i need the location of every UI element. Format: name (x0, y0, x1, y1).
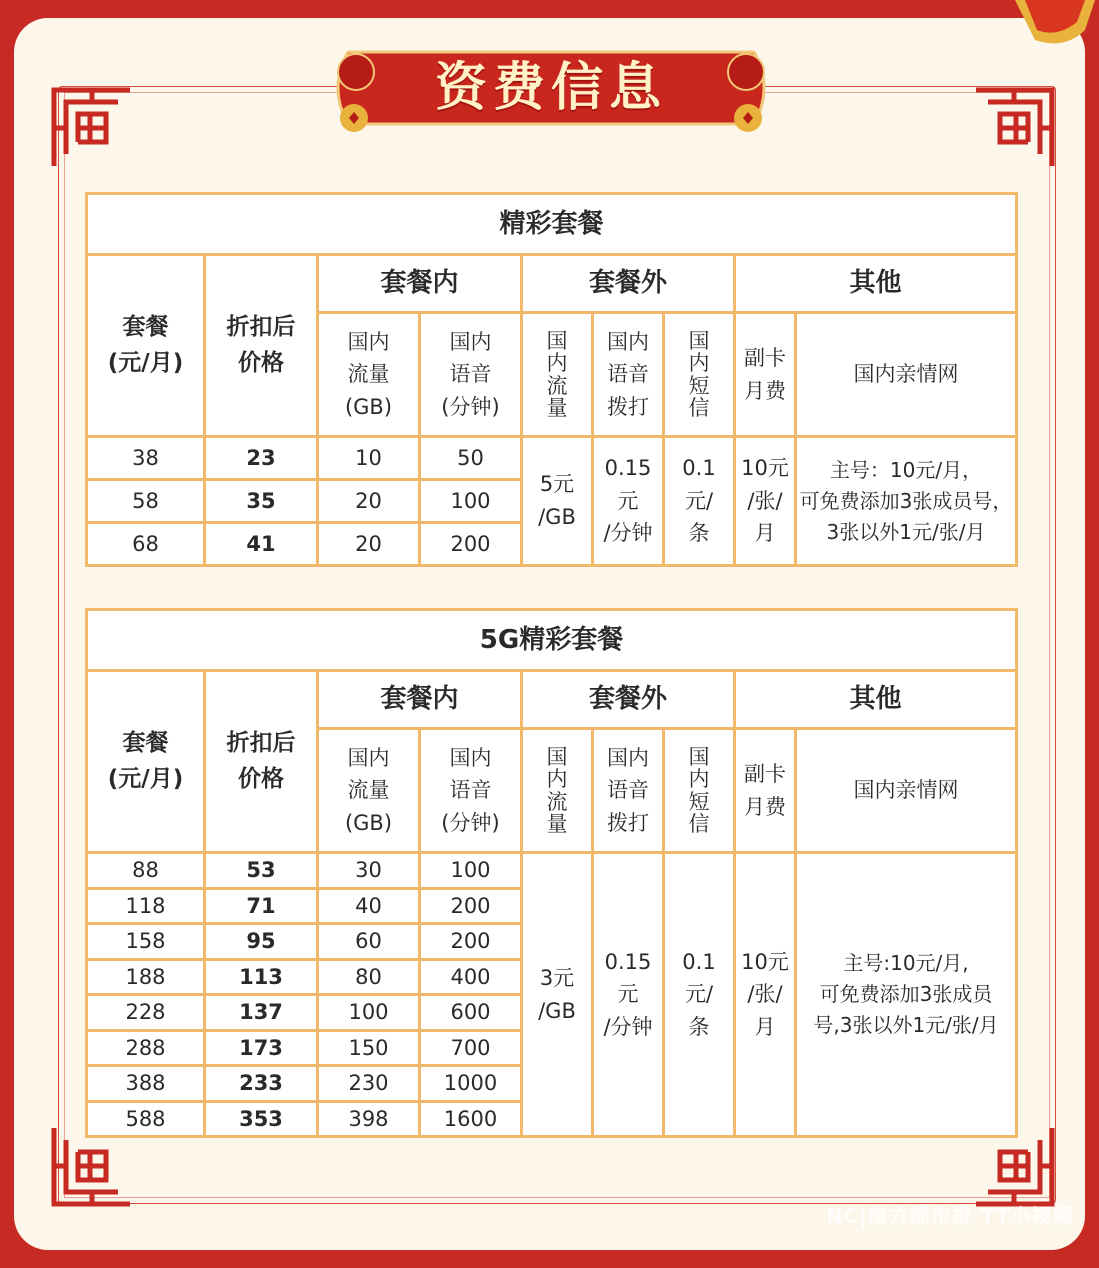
header-in-data: 国内 流量 (GB) (318, 313, 420, 437)
header-sub-fee: 副卡 月费 (735, 313, 796, 437)
header-other: 其他 (735, 255, 1017, 313)
cell-sub-fee: 10元 /张/ 月 (735, 853, 796, 1137)
cell-data: 100 (318, 995, 420, 1031)
cell-voice: 1000 (420, 1066, 522, 1102)
cell-data: 40 (318, 888, 420, 924)
cell-price: 353 (205, 1101, 318, 1137)
header-plan: 套餐 (元/月) (87, 671, 205, 853)
cell-out-sms: 0.1 元/ 条 (664, 437, 735, 566)
cell-data: 150 (318, 1030, 420, 1066)
plan-table-5g (85, 608, 1018, 1138)
header-price: 折扣后 价格 (205, 255, 318, 437)
table-title: 精彩套餐 (87, 194, 1017, 255)
knot-corner-icon (50, 86, 134, 170)
cell-voice: 600 (420, 995, 522, 1031)
cell-price: 137 (205, 995, 318, 1031)
table-title: 5G精彩套餐 (87, 610, 1017, 671)
header-out-data: 国 内 流 量 (522, 313, 593, 437)
cell-plan: 188 (87, 959, 205, 995)
cell-voice: 200 (420, 924, 522, 960)
cell-voice: 100 (420, 853, 522, 889)
header-out-plan: 套餐外 (522, 671, 735, 729)
cell-voice: 1600 (420, 1101, 522, 1137)
header-out-sms: 国 内 短 信 (664, 313, 735, 437)
header-in-voice: 国内 语音 (分钟) (420, 313, 522, 437)
cell-price: 233 (205, 1066, 318, 1102)
header-out-voice: 国内 语音 拨打 (593, 313, 664, 437)
cell-data: 230 (318, 1066, 420, 1102)
cell-data: 398 (318, 1101, 420, 1137)
cell-family: 主号:10元/月, 可免费添加3张成员 号,3张以外1元/张/月 (796, 853, 1017, 1137)
table-row (87, 437, 1017, 480)
cell-price: 71 (205, 888, 318, 924)
cell-data: 80 (318, 959, 420, 995)
cell-plan: 38 (87, 437, 205, 480)
cell-price: 113 (205, 959, 318, 995)
cell-out-sms: 0.1 元/ 条 (664, 853, 735, 1137)
knot-corner-icon (972, 86, 1056, 170)
header-price: 折扣后 价格 (205, 671, 318, 853)
header-in-plan: 套餐内 (318, 255, 522, 313)
cell-data: 30 (318, 853, 420, 889)
cell-data: 60 (318, 924, 420, 960)
header-family: 国内亲情网 (796, 729, 1017, 853)
cell-price: 23 (205, 437, 318, 480)
cell-price: 41 (205, 523, 318, 566)
lantern-icon (990, 0, 1099, 60)
header-other: 其他 (735, 671, 1017, 729)
header-out-voice: 国内 语音 拨打 (593, 729, 664, 853)
cell-family: 主号：10元/月， 可免费添加3张成员号， 3张以外1元/张/月 (796, 437, 1017, 566)
cell-plan: 68 (87, 523, 205, 566)
cell-plan: 58 (87, 480, 205, 523)
header-in-plan: 套餐内 (318, 671, 522, 729)
cell-sub-fee: 10元 /张/ 月 (735, 437, 796, 566)
cell-voice: 200 (420, 523, 522, 566)
header-out-plan: 套餐外 (522, 255, 735, 313)
cell-out-voice: 0.15 元 /分钟 (593, 437, 664, 566)
watermark: NC|南方都市报 TT小视频 (826, 1204, 1074, 1228)
cell-out-data: 3元 /GB (522, 853, 593, 1137)
cell-plan: 588 (87, 1101, 205, 1137)
header-plan: 套餐 (元/月) (87, 255, 205, 437)
header-sub-fee: 副卡 月费 (735, 729, 796, 853)
header-family: 国内亲情网 (796, 313, 1017, 437)
plan-table (85, 192, 1018, 567)
cell-out-data: 5元 /GB (522, 437, 593, 566)
cell-plan: 388 (87, 1066, 205, 1102)
cell-plan: 288 (87, 1030, 205, 1066)
cell-voice: 400 (420, 959, 522, 995)
page-title: 资费信息 (434, 58, 667, 118)
cell-voice: 50 (420, 437, 522, 480)
cell-plan: 118 (87, 888, 205, 924)
cell-price: 53 (205, 853, 318, 889)
cell-data: 20 (318, 480, 420, 523)
cell-out-voice: 0.15 元 /分钟 (593, 853, 664, 1137)
cell-price: 173 (205, 1030, 318, 1066)
header-in-data: 国内 流量 (GB) (318, 729, 420, 853)
cell-voice: 200 (420, 888, 522, 924)
header-in-voice: 国内 语音 (分钟) (420, 729, 522, 853)
cell-plan: 228 (87, 995, 205, 1031)
cell-price: 35 (205, 480, 318, 523)
cell-data: 20 (318, 523, 420, 566)
cell-voice: 100 (420, 480, 522, 523)
header-out-data: 国 内 流 量 (522, 729, 593, 853)
header-out-sms: 国 内 短 信 (664, 729, 735, 853)
cell-plan: 158 (87, 924, 205, 960)
cell-voice: 700 (420, 1030, 522, 1066)
cell-data: 10 (318, 437, 420, 480)
cell-plan: 88 (87, 853, 205, 889)
table-row (87, 853, 1017, 889)
cell-price: 95 (205, 924, 318, 960)
